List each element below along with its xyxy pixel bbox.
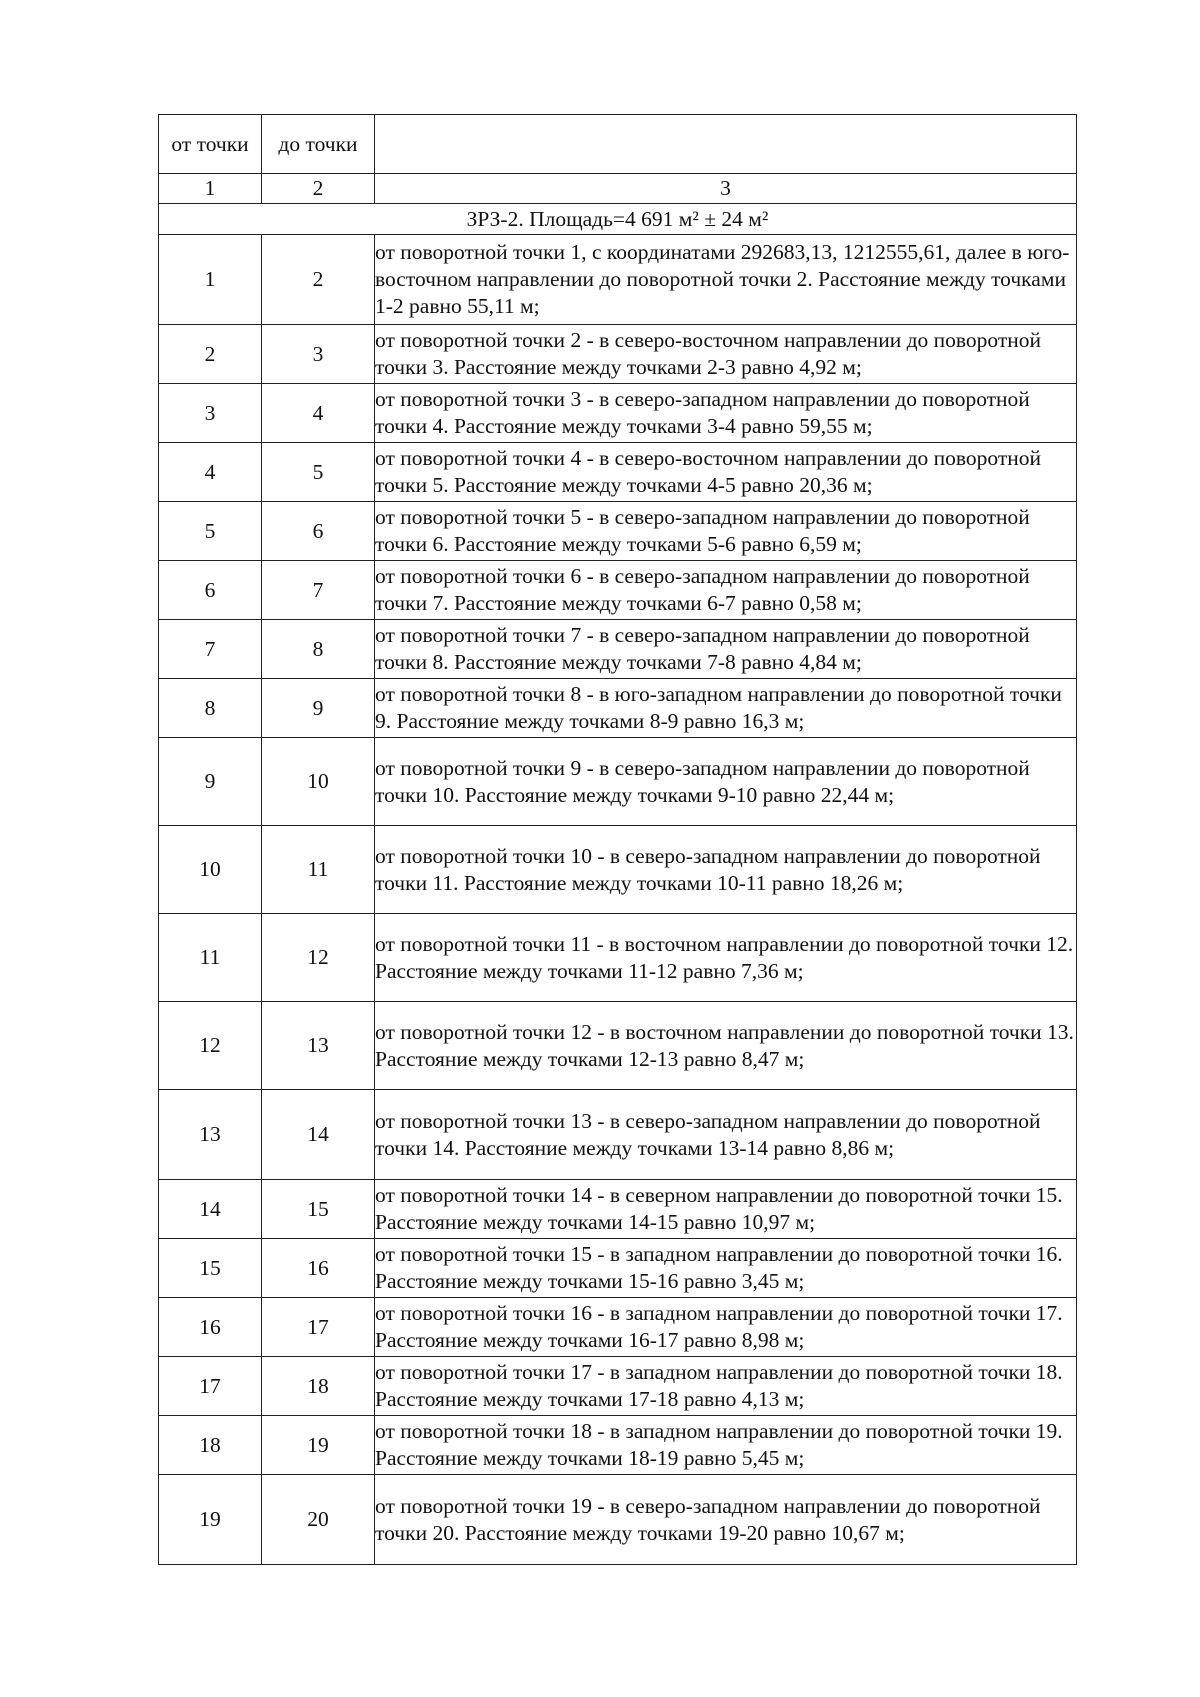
row-description: от поворотной точки 18 - в западном направлении до поворотной точки 19. Расстояние между точками 18-19 равно 5,45 м;	[375, 1416, 1077, 1475]
row-to-point: 7	[262, 561, 375, 620]
table-row	[159, 235, 1077, 325]
table-row	[159, 1357, 1077, 1416]
row-to-point: 8	[262, 620, 375, 679]
row-from-point: 4	[159, 443, 262, 502]
row-description: от поворотной точки 19 - в северо-западном направлении до поворотной точки 20. Расстояние между точками 19-20 равно 10,67 м;	[375, 1475, 1077, 1565]
table-row	[159, 914, 1077, 1002]
row-description: от поворотной точки 10 - в северо-западном направлении до поворотной точки 11. Расстояние между точками 10-11 равно 18,26 м;	[375, 826, 1077, 914]
table-row	[159, 679, 1077, 738]
table-row	[159, 561, 1077, 620]
table-row	[159, 1475, 1077, 1565]
row-to-point: 19	[262, 1416, 375, 1475]
table-row	[159, 1090, 1077, 1180]
row-to-point: 13	[262, 1002, 375, 1090]
table-row	[159, 1239, 1077, 1298]
row-to-point: 10	[262, 738, 375, 826]
row-description: от поворотной точки 8 - в юго-западном направлении до поворотной точки 9. Расстояние между точками 8-9 равно 16,3 м;	[375, 679, 1077, 738]
row-to-point: 3	[262, 325, 375, 384]
row-to-point: 17	[262, 1298, 375, 1357]
table-row	[159, 384, 1077, 443]
row-from-point: 5	[159, 502, 262, 561]
row-from-point: 7	[159, 620, 262, 679]
table-row	[159, 1180, 1077, 1239]
row-description: от поворотной точки 3 - в северо-западном направлении до поворотной точки 4. Расстояние между точками 3-4 равно 59,55 м;	[375, 384, 1077, 443]
row-from-point: 10	[159, 826, 262, 914]
row-to-point: 14	[262, 1090, 375, 1180]
row-from-point: 13	[159, 1090, 262, 1180]
row-to-point: 4	[262, 384, 375, 443]
row-to-point: 20	[262, 1475, 375, 1565]
row-from-point: 12	[159, 1002, 262, 1090]
row-description: от поворотной точки 12 - в восточном направлении до поворотной точки 13. Расстояние между точками 12-13 равно 8,47 м;	[375, 1002, 1077, 1090]
zone-title: ЗРЗ-2. Площадь=4 691 м² ± 24 м²	[159, 204, 1077, 235]
row-description: от поворотной точки 6 - в северо-западном направлении до поворотной точки 7. Расстояние между точками 6-7 равно 0,58 м;	[375, 561, 1077, 620]
row-from-point: 16	[159, 1298, 262, 1357]
row-to-point: 6	[262, 502, 375, 561]
table-row	[159, 1416, 1077, 1475]
row-from-point: 17	[159, 1357, 262, 1416]
boundary-description-table	[158, 114, 1077, 1565]
row-from-point: 14	[159, 1180, 262, 1239]
zone-title-row	[159, 204, 1077, 235]
row-to-point: 15	[262, 1180, 375, 1239]
header-from-point: от точки	[159, 115, 262, 174]
column-number-2: 2	[262, 174, 375, 204]
row-from-point: 11	[159, 914, 262, 1002]
row-description: от поворотной точки 9 - в северо-западном направлении до поворотной точки 10. Расстояние между точками 9-10 равно 22,44 м;	[375, 738, 1077, 826]
column-number-row	[159, 174, 1077, 204]
row-to-point: 5	[262, 443, 375, 502]
row-from-point: 6	[159, 561, 262, 620]
table-header-row	[159, 115, 1077, 174]
row-from-point: 1	[159, 235, 262, 325]
header-to-point: до точки	[262, 115, 375, 174]
row-description: от поворотной точки 13 - в северо-западном направлении до поворотной точки 14. Расстояние между точками 13-14 равно 8,86 м;	[375, 1090, 1077, 1180]
row-from-point: 3	[159, 384, 262, 443]
row-description: от поворотной точки 17 - в западном направлении до поворотной точки 18. Расстояние между точками 17-18 равно 4,13 м;	[375, 1357, 1077, 1416]
row-description: от поворотной точки 2 - в северо-восточном направлении до поворотной точки 3. Расстояние между точками 2-3 равно 4,92 м;	[375, 325, 1077, 384]
row-to-point: 11	[262, 826, 375, 914]
row-from-point: 8	[159, 679, 262, 738]
header-description	[375, 115, 1077, 174]
table-row	[159, 502, 1077, 561]
row-to-point: 18	[262, 1357, 375, 1416]
table-row	[159, 443, 1077, 502]
row-to-point: 2	[262, 235, 375, 325]
row-description: от поворотной точки 5 - в северо-западном направлении до поворотной точки 6. Расстояние между точками 5-6 равно 6,59 м;	[375, 502, 1077, 561]
row-to-point: 12	[262, 914, 375, 1002]
table-row	[159, 620, 1077, 679]
table-row	[159, 1298, 1077, 1357]
row-to-point: 16	[262, 1239, 375, 1298]
column-number-3: 3	[375, 174, 1077, 204]
table-row	[159, 1002, 1077, 1090]
table-row	[159, 325, 1077, 384]
row-description: от поворотной точки 4 - в северо-восточном направлении до поворотной точки 5. Расстояние между точками 4-5 равно 20,36 м;	[375, 443, 1077, 502]
row-description: от поворотной точки 1, с координатами 292683,13, 1212555,61, далее в юго-восточном направлении до поворотной точки 2. Расстояние между точками 1-2 равно 55,11 м;	[375, 235, 1077, 325]
row-from-point: 9	[159, 738, 262, 826]
column-number-1: 1	[159, 174, 262, 204]
row-from-point: 2	[159, 325, 262, 384]
row-description: от поворотной точки 16 - в западном направлении до поворотной точки 17. Расстояние между точками 16-17 равно 8,98 м;	[375, 1298, 1077, 1357]
row-from-point: 15	[159, 1239, 262, 1298]
row-description: от поворотной точки 7 - в северо-западном направлении до поворотной точки 8. Расстояние между точками 7-8 равно 4,84 м;	[375, 620, 1077, 679]
row-description: от поворотной точки 14 - в северном направлении до поворотной точки 15. Расстояние между точками 14-15 равно 10,97 м;	[375, 1180, 1077, 1239]
row-from-point: 19	[159, 1475, 262, 1565]
row-from-point: 18	[159, 1416, 262, 1475]
table-row	[159, 826, 1077, 914]
row-description: от поворотной точки 11 - в восточном направлении до поворотной точки 12. Расстояние между точками 11-12 равно 7,36 м;	[375, 914, 1077, 1002]
row-to-point: 9	[262, 679, 375, 738]
table-row	[159, 738, 1077, 826]
row-description: от поворотной точки 15 - в западном направлении до поворотной точки 16. Расстояние между точками 15-16 равно 3,45 м;	[375, 1239, 1077, 1298]
